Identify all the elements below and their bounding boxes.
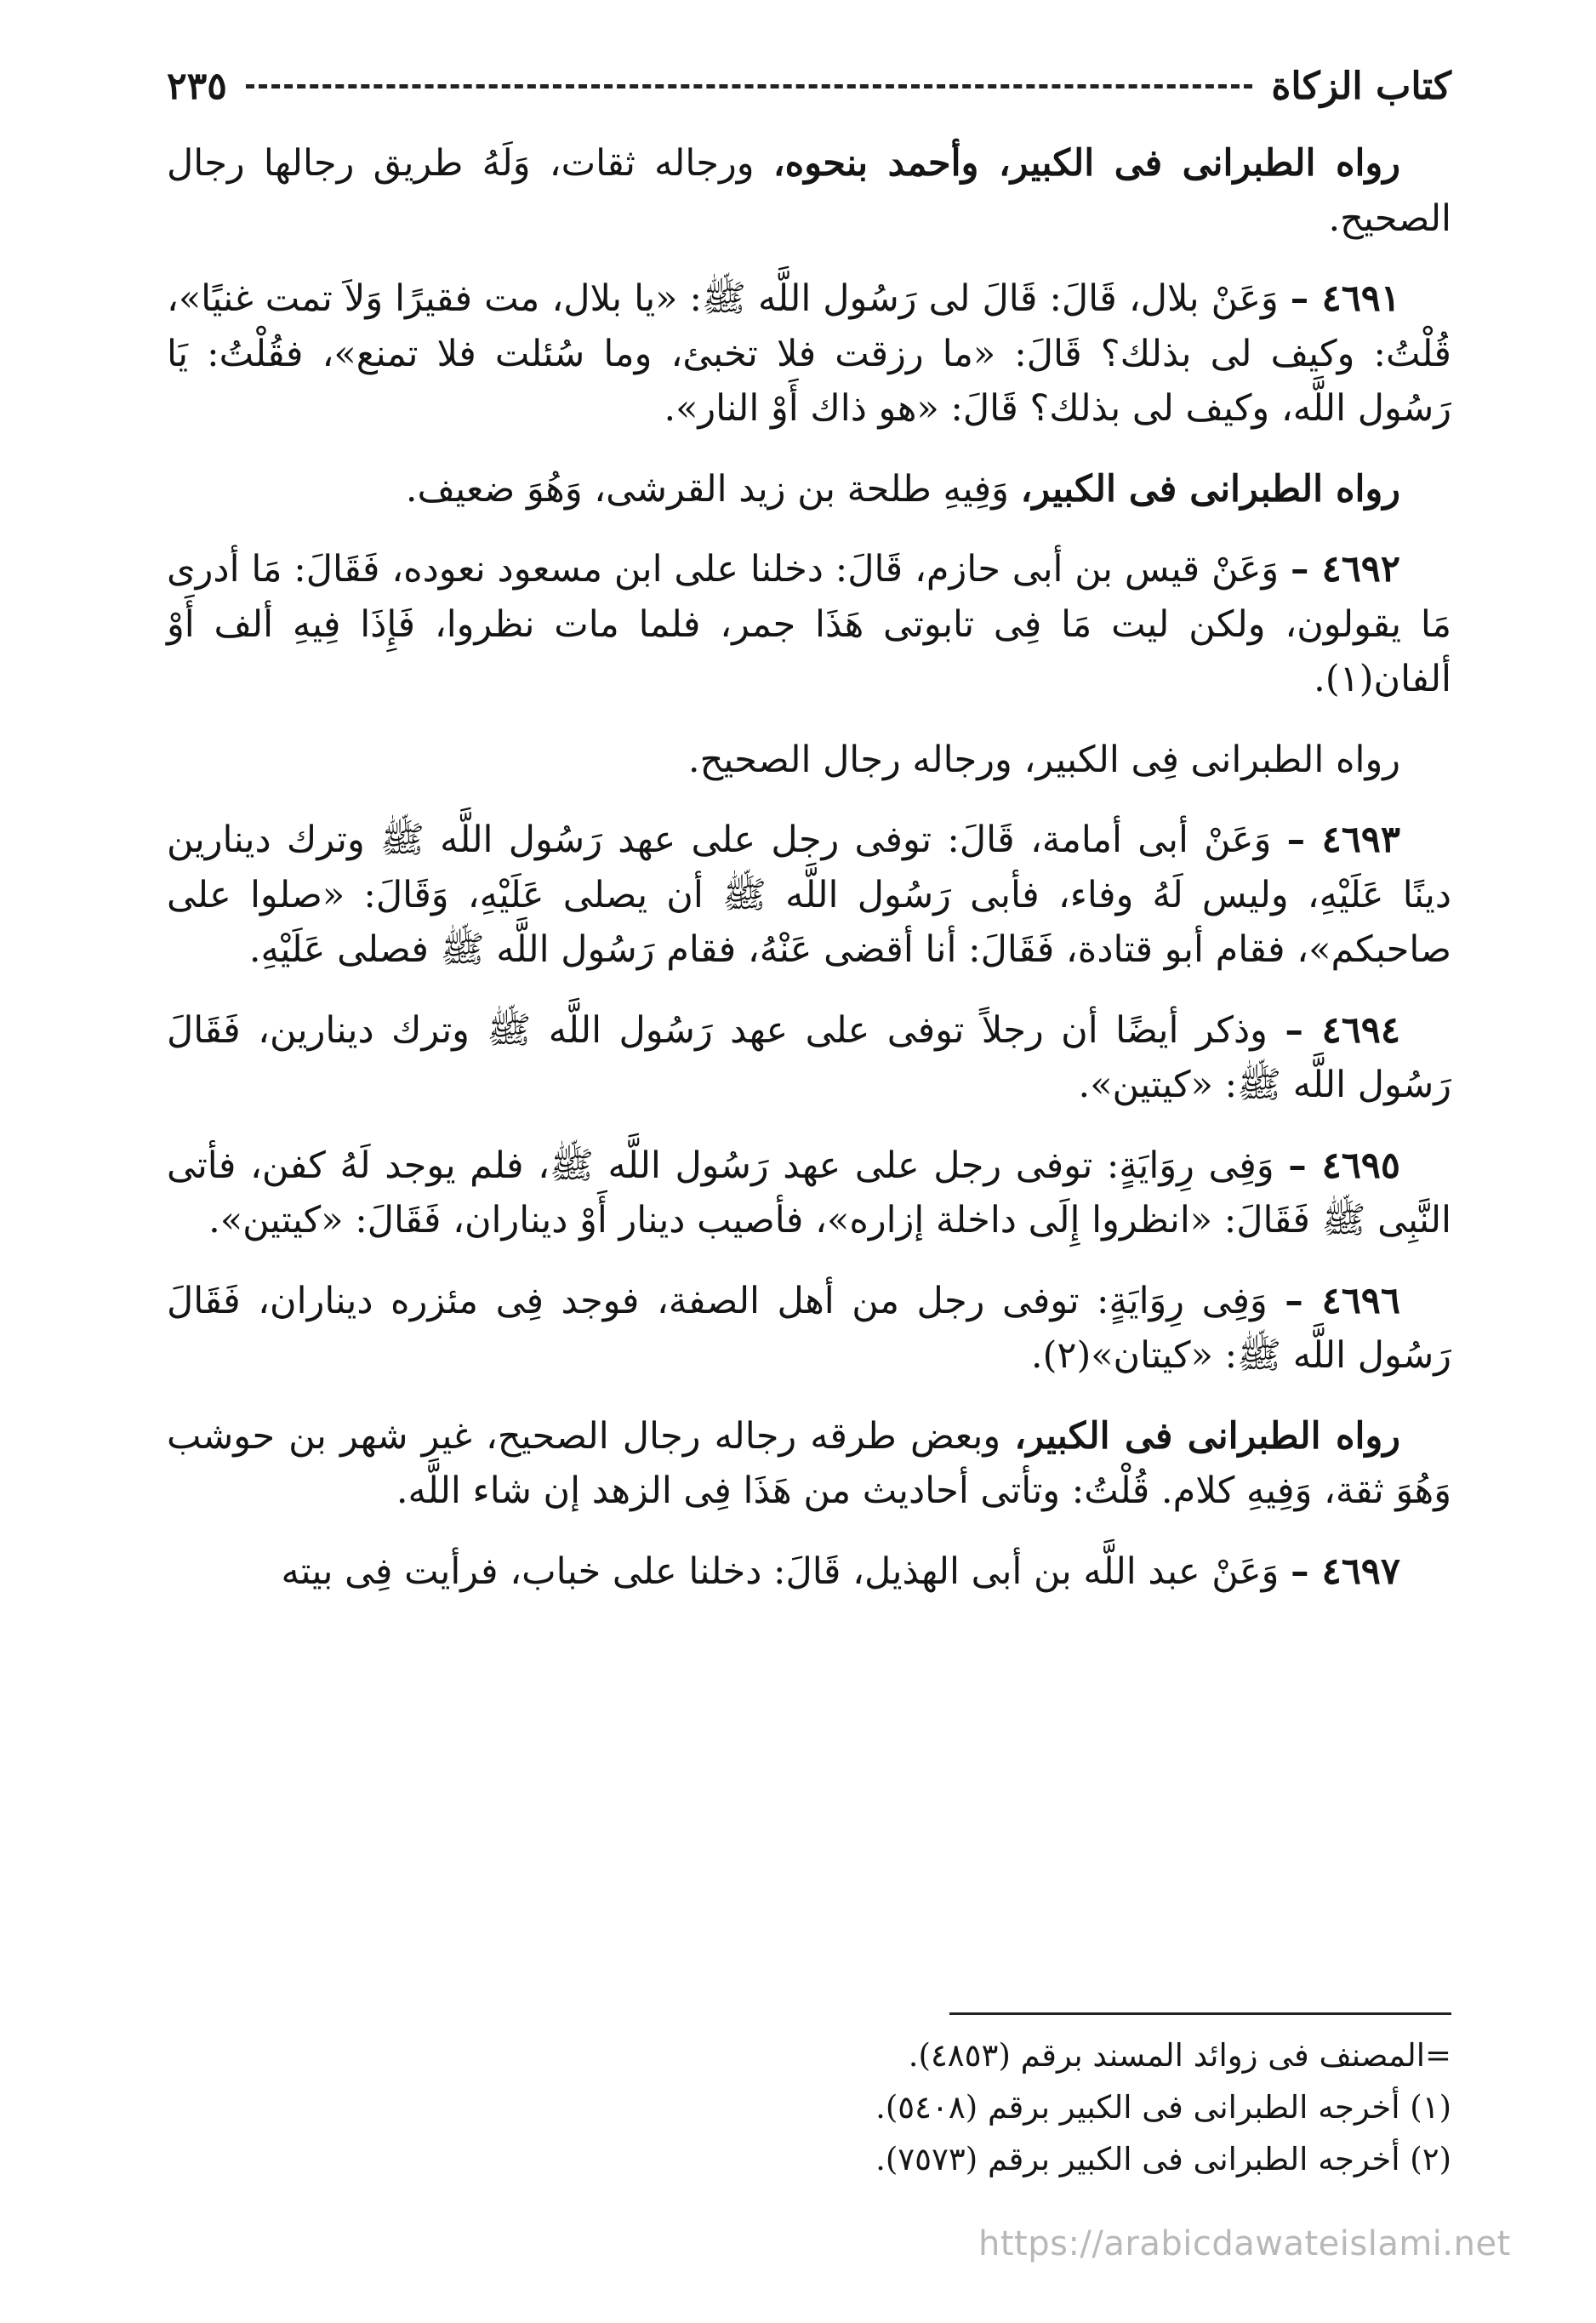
paragraph [167,462,1451,517]
footnote: =المصنف فى زوائد المسند برقم (٤٨٥٣). [908,2037,1451,2074]
paragraph-text: وَعَنْ أبى أمامة، قَالَ: توفى رجل على عهد رَسُول اللَّه ﷺ وترك دينارين دينًا عَلَيْهِ، وليس لَهُ وفاء، فأبى رَسُول اللَّه ﷺ أن يصلى عَلَيْهِ، وَقَالَ: «صلوا على صاحبكم»، فقام أبو قتادة، فَقَالَ: أنا أقضى عَنْهُ، فقام رَسُول اللَّه ﷺ فصلى عَلَيْهِ. [167,819,1451,971]
hadith-number: ٤٦٩٤ – [1285,1008,1400,1052]
hadith-number: ٤٦٩٧ – [1291,1550,1400,1593]
hadith-number: ٤٦٩٦ – [1285,1279,1400,1322]
hadith-paragraph [167,1003,1451,1113]
paragraph [167,1409,1451,1519]
paragraph-text: وَفِيهِ طلحة بن زيد القرشى، وَهُوَ ضعيف. [405,467,1021,511]
hadith-number: ٤٦٩١ – [1290,277,1400,320]
footnote: (٢) أخرجه الطبرانى فى الكبير برقم (٧٥٧٣). [875,2141,1451,2178]
footnotes [510,2029,1451,2185]
paragraph-text: وَفِى رِوَايَةٍ: توفى رجل على عهد رَسُول اللَّه ﷺ، فلم يوجد لَهُ كفن، فأتى النَّبِى ﷺ فَقَالَ: «انظروا إِلَى داخلة إزاره»، فأصيب دينار أَوْ ديناران، فَقَالَ: «كيتين». [167,1144,1451,1241]
paragraph-text: وَعَنْ قيس بن أبى حازم، قَالَ: دخلنا على ابن مسعود نعوده، فَقَالَ: مَا أدرى مَا يقولون، ولكن ليت مَا فِى تابوتى هَذَا جمر، فلما مات نظروا، فَإِذَا فِيهِ ألف أَوْ ألفان(١). [167,548,1451,700]
paragraph-text: وبعض طرقه رجاله رجال الصحيح، غير شهر بن حوشب وَهُوَ ثقة، وَفِيهِ كلام. قُلْتُ: وتأتى أحاديث من هَذَا فِى الزهد إن شاء اللَّه. [167,1414,1451,1512]
body-text [167,136,1451,1624]
paragraph [167,136,1451,246]
footnote: (١) أخرجه الطبرانى فى الكبير برقم (٥٤٠٨). [875,2089,1451,2126]
hadith-number: ٤٦٩٣ – [1286,819,1400,861]
paragraph-text: وذكر أيضًا أن رجلاً توفى على عهد رَسُول اللَّه ﷺ وترك دينارين، فَقَالَ رَسُول اللَّه ﷺ: «كيتين». [167,1008,1451,1106]
hadith-paragraph [167,542,1451,707]
paragraph-text: وَعَنْ بلال، قَالَ: قَالَ لى رَسُول اللَّه ﷺ: «يا بلال، مت فقيرًا وَلاَ تمت غنيًا»، قُلْتُ: وكيف لى بذلك؟ قَالَ: «ما رزقت فلا تخبئ، وما سُئلت فلا تمنع»، فقُلْتُ: يَا رَسُول اللَّه، وكيف لى بذلك؟ قَالَ: «هو ذاك أَوْ النار». [167,277,1451,430]
book-title: كتاب الزكاة [1271,64,1451,108]
page-number: ٢٣٥ [167,64,227,108]
paragraph-bold: رواه الطبرانى فى الكبير، [1020,467,1400,511]
paragraph [167,733,1451,788]
hadith-paragraph [167,1544,1451,1600]
hadith-paragraph [167,1139,1451,1248]
paragraph-text: ورجاله ثقات، وَلَهُ طريق رجالها رجال الصحيح. [167,142,1451,240]
site-watermark-url: https://arabicdawateislami.net [978,2224,1511,2263]
hadith-number: ٤٦٩٢ – [1290,548,1400,591]
hadith-number: ٤٦٩٥ – [1288,1144,1400,1187]
paragraph-bold: رواه الطبرانى فى الكبير، [1014,1414,1400,1458]
paragraph-bold: رواه الطبرانى فى الكبير، وأحمد بنحوه، [772,142,1400,185]
hadith-paragraph [167,271,1451,437]
hadith-paragraph [167,813,1451,978]
paragraph-text: وَعَنْ عبد اللَّه بن أبى الهذيل، قَالَ: دخلنا على خباب، فرأيت فِى بيته [281,1550,1291,1593]
hadith-paragraph [167,1274,1451,1384]
paragraph-text: وَفِى رِوَايَةٍ: توفى رجل من أهل الصفة، فوجد فِى مئزره ديناران، فَقَالَ رَسُول اللَّه ﷺ: «كيتان»(٢). [167,1279,1451,1377]
paragraph-text: رواه الطبرانى فِى الكبير، ورجاله رجال الصحيح. [687,738,1400,781]
page-header [167,56,1451,116]
footnote-rule [949,2012,1451,2015]
header-rule [246,84,1252,88]
